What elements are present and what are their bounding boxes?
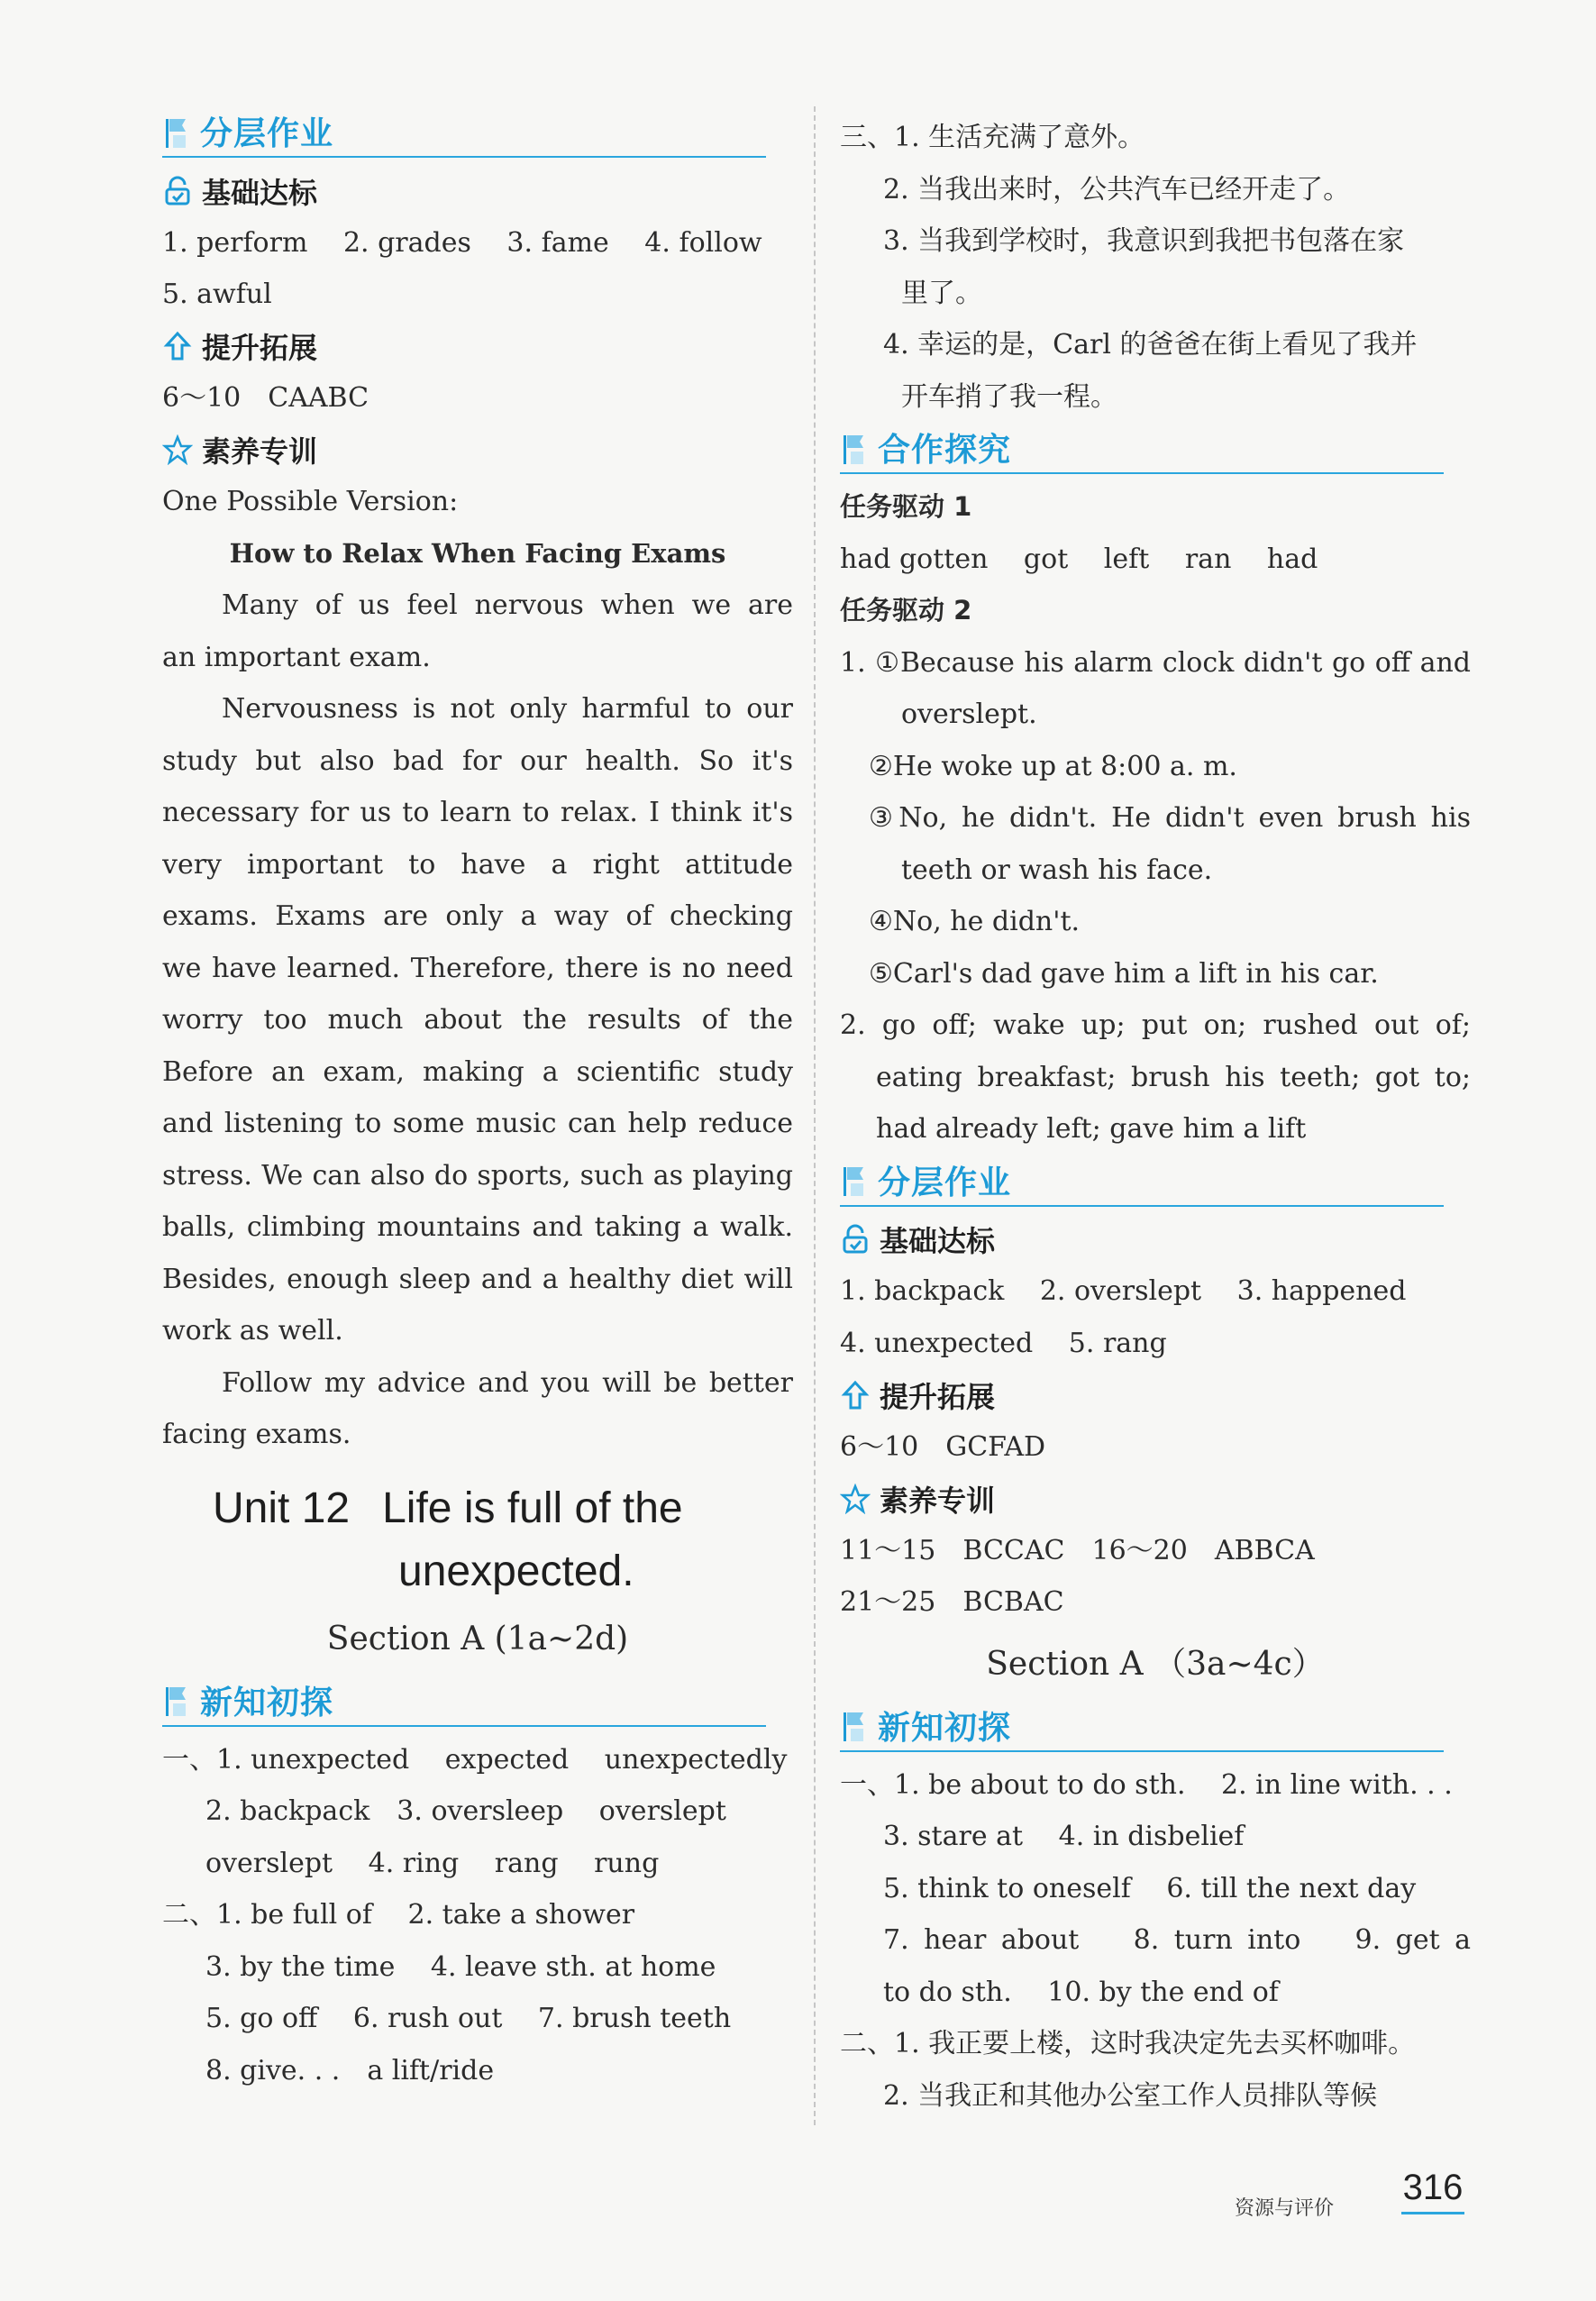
star-icon <box>840 1484 871 1514</box>
essay-line: stress. We can also do sports, such as playing <box>162 1159 793 1192</box>
answer-line: 开车捎了我一程。 <box>901 380 1117 413</box>
essay-line: worry too much about the results of the <box>162 1004 793 1036</box>
subheader-literacy: 素养专训 <box>840 1473 1471 1525</box>
answer-line: eating breakfast; brush his teeth; got to; <box>876 1061 1471 1093</box>
essay-line: Follow my advice and you will be better <box>222 1366 793 1399</box>
answer-line: 一、1. be about to do sth. 2. in line with. . . <box>840 1768 1453 1801</box>
answer-line: 二、1. 我正要上楼，这时我决定先去买杯咖啡。 <box>840 2028 1416 2059</box>
answer-line: had already left; gave him a lift <box>876 1113 1307 1145</box>
task-heading: 任务驱动 2 <box>840 595 972 625</box>
answer-line: 里了。 <box>901 277 982 309</box>
flag-icon <box>840 430 872 466</box>
answer-line: 8. give. . . a lift/ride <box>205 2054 495 2086</box>
unit-title <box>162 1477 793 1603</box>
answer-line: 二、1. be full of 2. take a shower <box>162 1899 635 1931</box>
essay-line: study but also bad for our health. So it's <box>162 744 793 777</box>
section-header-cooperation: 合作探究 <box>840 423 1444 474</box>
flag-icon <box>162 114 195 150</box>
answer-line: 3. stare at 4. in disbelief <box>883 1821 1245 1852</box>
answer-line: ③No, he didn't. He didn't even brush his <box>869 802 1471 834</box>
essay-line: we have learned. Therefore, there is no need <box>162 952 793 984</box>
essay-line: very important to have a right attitude <box>162 848 793 881</box>
answer-line: 5. awful <box>162 278 272 310</box>
star-icon <box>162 434 193 465</box>
subheader-improve: 提升拓展 <box>840 1369 1471 1421</box>
section-title: Section A (1a~2d) <box>326 1620 629 1657</box>
answer-line: 2. 当我出来时，公共汽车已经开走了。 <box>883 173 1351 205</box>
section-header-new-knowledge: 新知初探 <box>840 1701 1444 1752</box>
answer-line: 1. backpack 2. overslept 3. happened <box>840 1275 1407 1307</box>
lock-icon <box>162 176 193 206</box>
unit-number: Unit 12 <box>213 1484 351 1532</box>
section-header-layered-homework: 分层作业 <box>162 106 766 158</box>
unit-title-line-1: Life is full of the <box>382 1484 683 1532</box>
answer-line: 1. ①Because his alarm clock didn't go off and <box>840 646 1471 679</box>
answer-line: 2. backpack 3. oversleep overslept <box>205 1795 726 1827</box>
flag-icon <box>840 1707 872 1743</box>
answer-line: teeth or wash his face. <box>901 854 1213 886</box>
answer-line: 一、1. unexpected expected unexpectedly <box>162 1743 788 1776</box>
answer-line: 11～15 BCCAC 16～20 ABBCA <box>840 1534 1315 1566</box>
answer-line: 6～10 GCFAD <box>840 1430 1046 1463</box>
answer-line: overslept 4. ring rang rung <box>205 1847 660 1879</box>
version-label: One Possible Version: <box>162 486 459 517</box>
answer-line: overslept. <box>901 699 1037 730</box>
section-title: Section A （3a~4c） <box>986 1645 1325 1683</box>
essay-title: How to Relax When Facing Exams <box>229 537 726 569</box>
up-arrow-icon <box>840 1380 871 1411</box>
answer-line: 三、1. 生活充满了意外。 <box>840 122 1145 153</box>
left-column <box>162 106 793 2096</box>
right-column <box>840 112 1471 2122</box>
essay-line: Besides, enough sleep and a healthy diet will <box>162 1263 793 1295</box>
answer-line: 21～25 BCBAC <box>840 1586 1064 1618</box>
essay-line: Nervousness is not only harmful to our <box>222 693 793 725</box>
unit-title-line-2: unexpected. <box>398 1547 634 1595</box>
essay-line: work as well. <box>162 1315 343 1347</box>
column-divider <box>814 106 816 2125</box>
section-header-layered-homework: 分层作业 <box>840 1155 1444 1207</box>
subheader-literacy: 素养专训 <box>162 425 793 477</box>
answer-line: 3. 当我到学校时，我意识到我把书包落在家 <box>883 225 1405 257</box>
answer-line: to do sth. 10. by the end of <box>883 1976 1279 2008</box>
task-heading: 任务驱动 1 <box>840 491 972 522</box>
subheader-basic: 基础达标 <box>162 165 793 217</box>
answer-line: 1. perform 2. grades 3. fame 4. follow <box>162 226 762 259</box>
essay-line: exams. Exams are only a way of checking <box>162 900 793 932</box>
essay-line: an important exam. <box>162 641 431 673</box>
answer-line: ④No, he didn't. <box>869 906 1081 937</box>
answer-line: 4. 幸运的是，Carl 的爸爸在街上看见了我并 <box>883 329 1418 361</box>
lock-icon <box>840 1224 871 1255</box>
page-number: 316 <box>1401 2168 1464 2214</box>
answer-line: had gotten got left ran had <box>840 543 1318 575</box>
essay-line: Many of us feel nervous when we are <box>222 589 793 621</box>
answer-line: 6～10 CAABC <box>162 382 369 414</box>
subheader-improve: 提升拓展 <box>162 321 793 373</box>
essay-line: and listening to some music can help reduce <box>162 1108 793 1139</box>
flag-icon <box>162 1682 195 1718</box>
answer-line: 3. by the time 4. leave sth. at home <box>205 1950 716 1983</box>
footer-label: 资源与评价 <box>1235 2197 1335 2220</box>
flag-icon <box>840 1162 872 1198</box>
answer-line: 2. go off; wake up; put on; rushed out of; <box>840 1009 1471 1041</box>
subheader-basic: 基础达标 <box>840 1214 1471 1266</box>
answer-line: 2. 当我正和其他办公室工作人员排队等候 <box>883 2079 1378 2112</box>
answer-line: 5. think to oneself 6. till the next day <box>883 1872 1417 1904</box>
essay-line: facing exams. <box>162 1419 351 1450</box>
section-header-new-knowledge: 新知初探 <box>162 1676 766 1727</box>
answer-line: 5. go off 6. rush out 7. brush teeth <box>205 2003 732 2034</box>
up-arrow-icon <box>162 331 193 361</box>
essay-line: necessary for us to learn to relax. I think it's <box>162 797 793 828</box>
answer-line: ⑤Carl's dad gave him a lift in his car. <box>869 957 1379 990</box>
answer-line: 4. unexpected 5. rang <box>840 1327 1167 1359</box>
essay-line: Before an exam, making a scientific study <box>162 1055 793 1088</box>
answer-line: ②He woke up at 8:00 a. m. <box>869 750 1237 782</box>
answer-line: 7. hear about 8. turn into 9. get a <box>883 1924 1471 1956</box>
essay-line: balls, climbing mountains and taking a walk. <box>162 1211 793 1243</box>
